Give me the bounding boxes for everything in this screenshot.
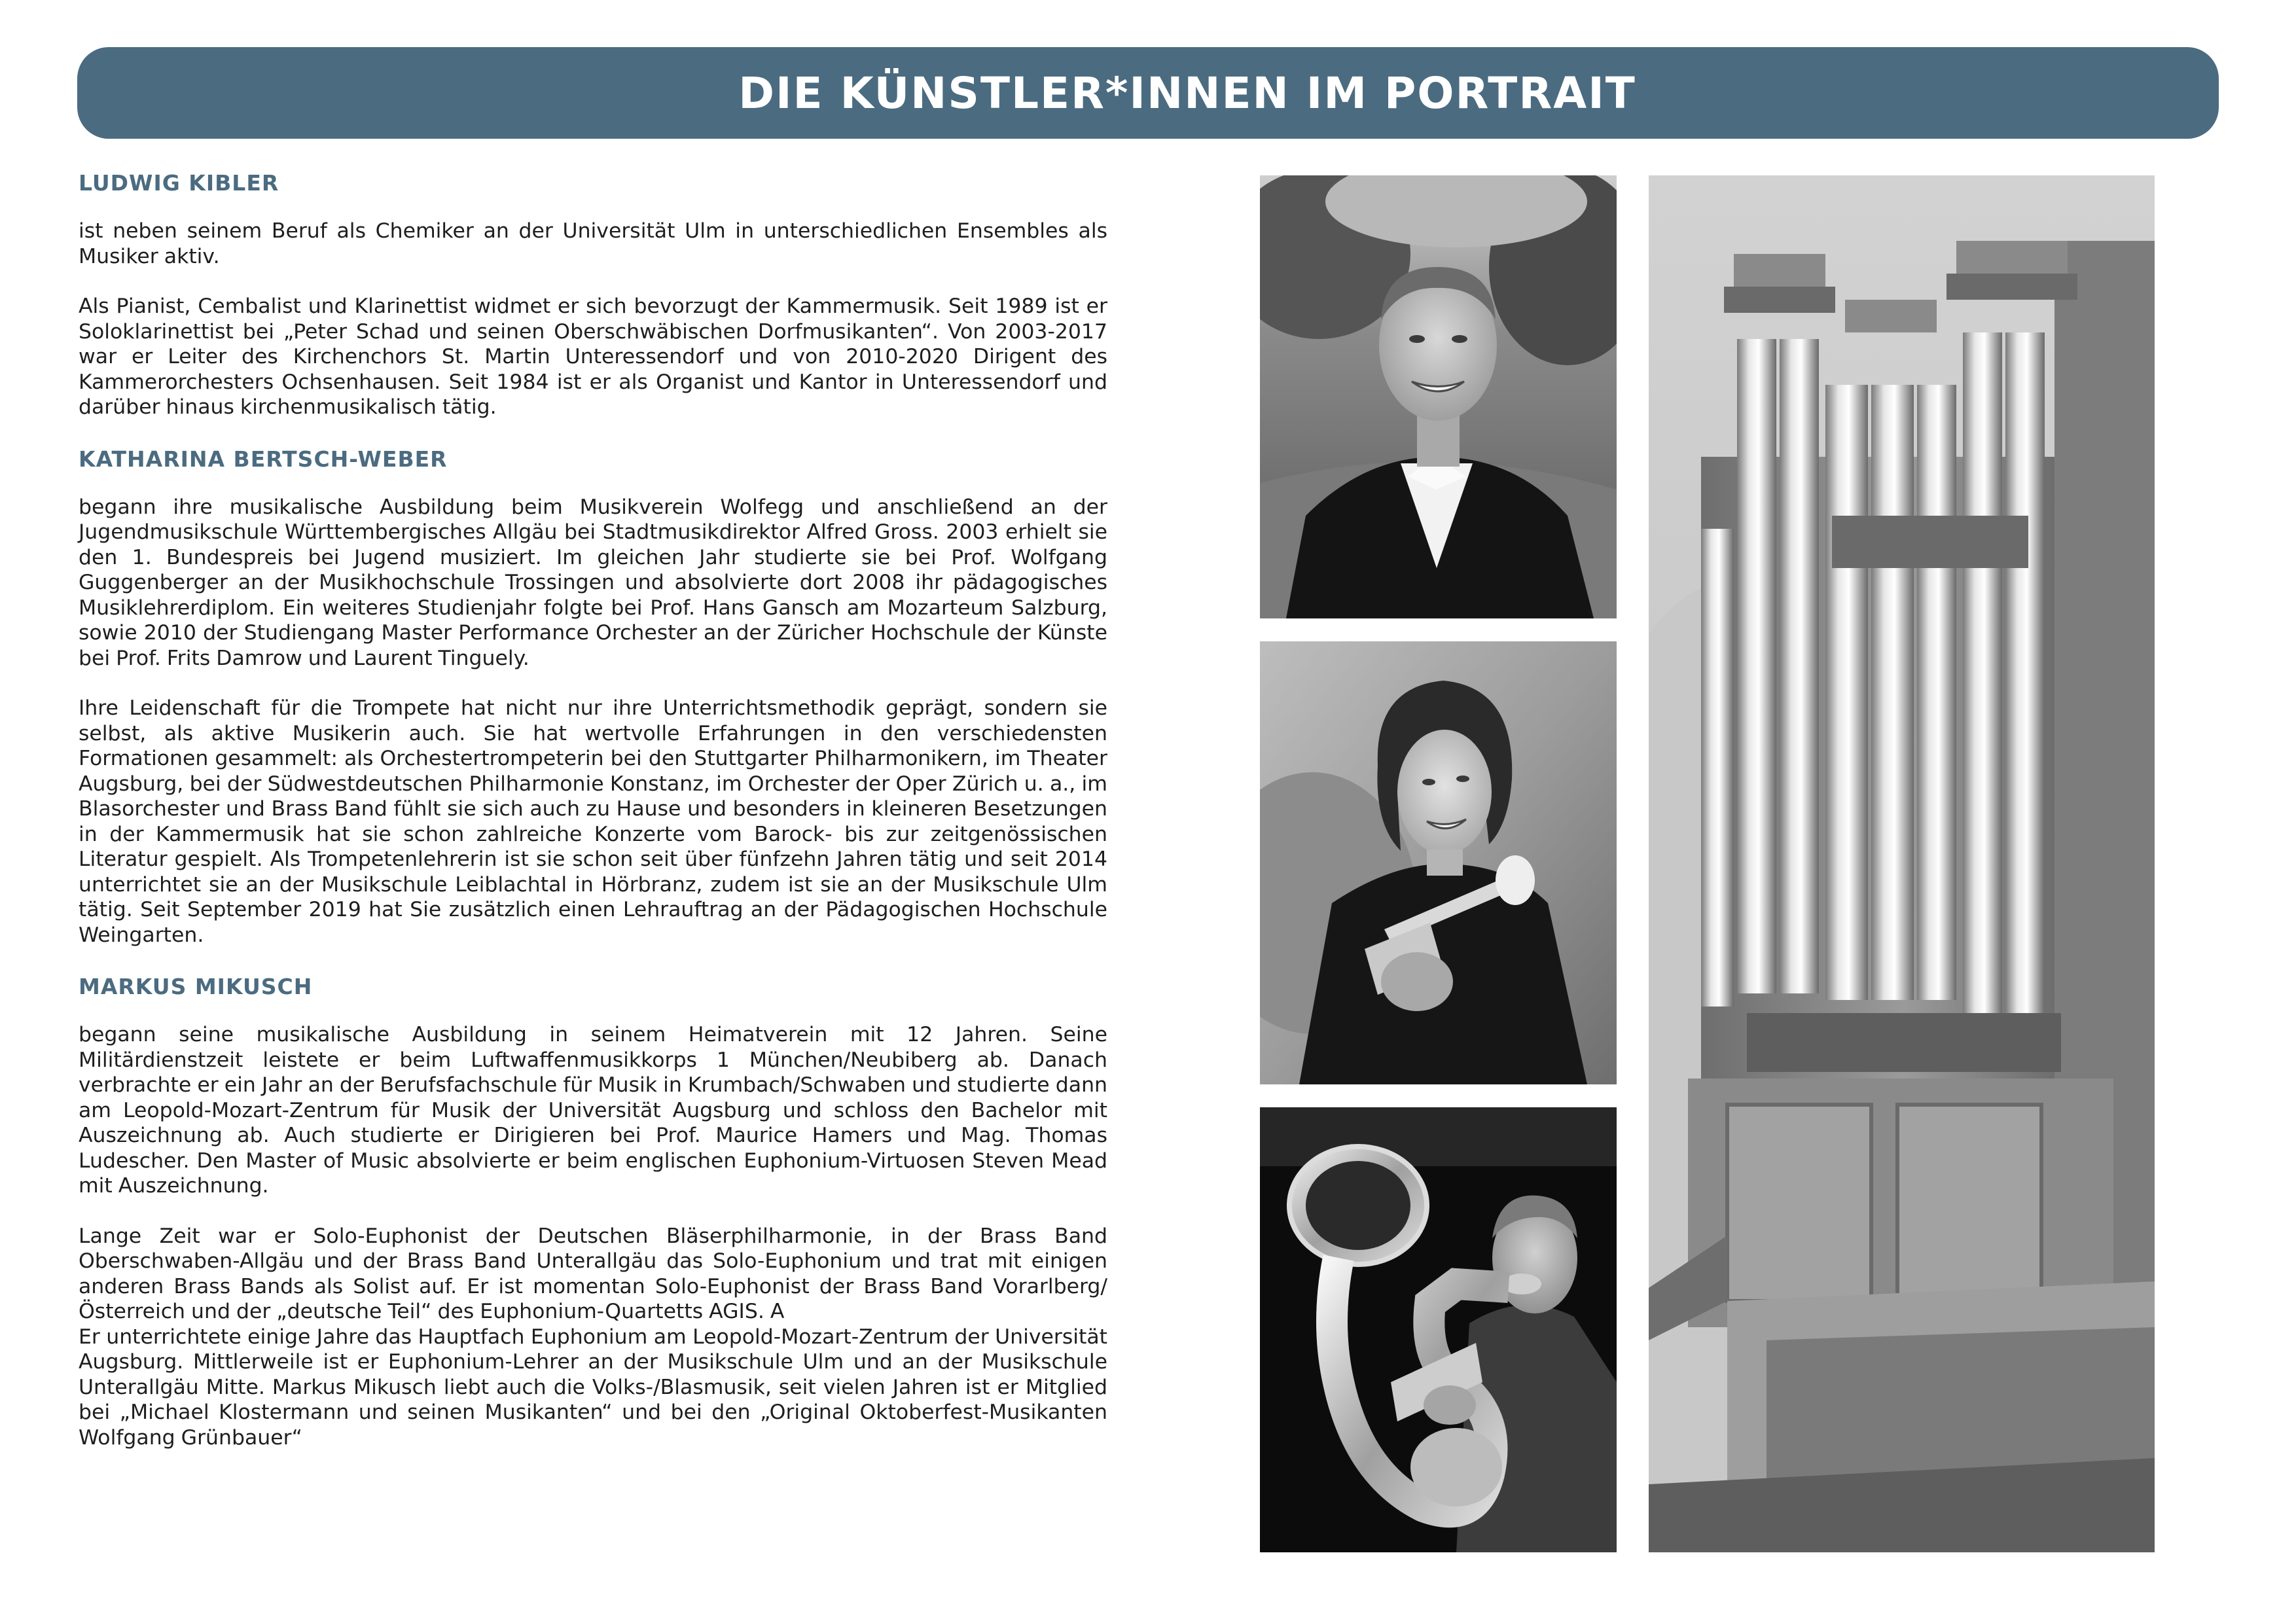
artist-section-kibler [79, 169, 1107, 420]
artist-paragraph: begann seine musikalische Ausbildung in seinem Heimatverein mit 12 Jahren. Seine Militärdienstzeit leistete er beim Luftwaffenmusikkorps 1 München/Neubiberg ab. Danach verbrachte er ein Jahr an der Berufsfachschule für Musik in Krumbach/Schwaben und studierte dann am Leopold-Mozart-Zentrum für Musik der Universität Augsburg und schloss den Bachelor mit Auszeichnung ab. Auch studierte er Dirigieren bei Prof. Maurice Hamers und Mag. Thomas Ludescher. Den Master of Music absolvierte er beim englischen Euphonium-Virtuosen Steven Mead mit Auszeichnung. [79, 1023, 1107, 1198]
organ-photo [1649, 175, 2155, 1552]
header-bar [77, 47, 2219, 139]
portrait-photo-bertsch-weber [1260, 641, 1617, 1084]
portrait-photo-kibler [1260, 175, 1617, 618]
artist-name: LUDWIG KIBLER [79, 170, 279, 196]
artist-section-mikusch [79, 972, 1107, 1450]
artist-paragraph: ist neben seinem Beruf als Chemiker an der Universität Ulm in unterschiedlichen Ensembles als Musiker aktiv. [79, 219, 1107, 268]
artist-paragraph: Ihre Leidenschaft für die Trompete hat nicht nur ihre Unterrichtsmethodik geprägt, sondern sie selbst, als aktive Musikerin auch. Sie hat wertvolle Erfahrungen in den verschiedensten Formationen gesammelt: als Orchestertrompeterin bei den Stuttgarter Philharmonikern, im Theater Augsburg, bei der Südwestdeutschen Philharmonie Konstanz, im Orchester der Oper Zürich u. a., im Blasorchester und Brass Band fühlt sie sich auch zu Hause und besonders in kleineren Besetzungen in der Kammermusik hat sie schon zahlreiche Konzerte vom Barock- bis zur zeitgenössischen Literatur gespielt. Als Trompetenlehrerin ist sie schon seit über fünfzehn Jahren tätig und seit 2014 unterrichtet sie an der Musikschule Leiblachtal in Hörbranz, zudem ist sie an der Musikschule Ulm tätig. Seit September 2019 hat Sie zusätzlich einen Lehrauftrag an der Pädagogischen Hochschule Weingarten. [79, 696, 1107, 947]
artist-section-bertsch-weber [79, 445, 1107, 948]
artist-paragraph: Als Pianist, Cembalist und Klarinettist widmet er sich bevorzugt der Kammermusik. Seit 1989 ist er Soloklarinettist bei „Peter Schad und seinen Oberschwäbischen Dorfmusikanten“. Von 2003-2017 war er Leiter des Kirchenchors St. Martin Unteressendorf und von 2010-2020 Dirigent des Kammerorchesters Ochsenhausen. Seit 1984 ist er als Organist und Kantor in Unteressendorf und darüber hinaus kirchenmusikalisch tätig. [79, 294, 1107, 419]
artist-name: KATHARINA BERTSCH-WEBER [79, 446, 448, 472]
artist-paragraph: Lange Zeit war er Solo-Euphonist der Deutschen Bläserphilharmonie, in der Brass Band Oberschwaben-Allgäu und der Brass Band Unterallgäu das Solo-Euphonium und trat mit einigen anderen Brass Bands als Solist auf. Er ist momentan Solo-Euphonist der Brass Band Vorarlberg/ Österreich und der „deutsche Teil“ des Euphonium-Quartetts AGIS. A Er unterrichtete einige Jahre das Hauptfach Euphonium am Leopold-Mozart-Zentrum der Universität Augsburg. Mittlerweile ist er Euphonium-Lehrer an der Musikschule Ulm und an der Musikschule Unterallgäu Mitte. Markus Mikusch liebt auch die Volks-/Blasmusik, seit vielen Jahren ist er Mitglied bei „Michael Klostermann und seinen Musikanten“ und bei den „Original Oktoberfest-Musikanten Wolfgang Grünbauer“ [79, 1224, 1107, 1450]
artist-paragraph: begann ihre musikalische Ausbildung beim Musikverein Wolfegg und anschließend an der Jugendmusikschule Württembergisches Allgäu bei Stadtmusikdirektor Alfred Gross. 2003 erhielt sie den 1. Bundespreis bei Jugend musiziert. Im gleichen Jahr studierte sie bei Prof. Wolfgang Guggenberger an der Musikhochschule Trossingen und absolvierte dort 2008 ihr pädagogisches Musiklehrerdiplom. Ein weiteres Studienjahr folgte bei Prof. Hans Gansch am Mozarteum Salzburg, sowie 2010 der Studiengang Master Performance Orchester an der Züricher Hochschule der Künste bei Prof. Frits Damrow und Laurent Tinguely. [79, 495, 1107, 670]
artist-name: MARKUS MIKUSCH [79, 974, 313, 999]
artist-text-column [79, 169, 1107, 1475]
page-title: DIE KÜNSTLER*INNEN IM PORTRAIT [738, 67, 1636, 118]
portrait-photo-mikusch [1260, 1107, 1617, 1552]
